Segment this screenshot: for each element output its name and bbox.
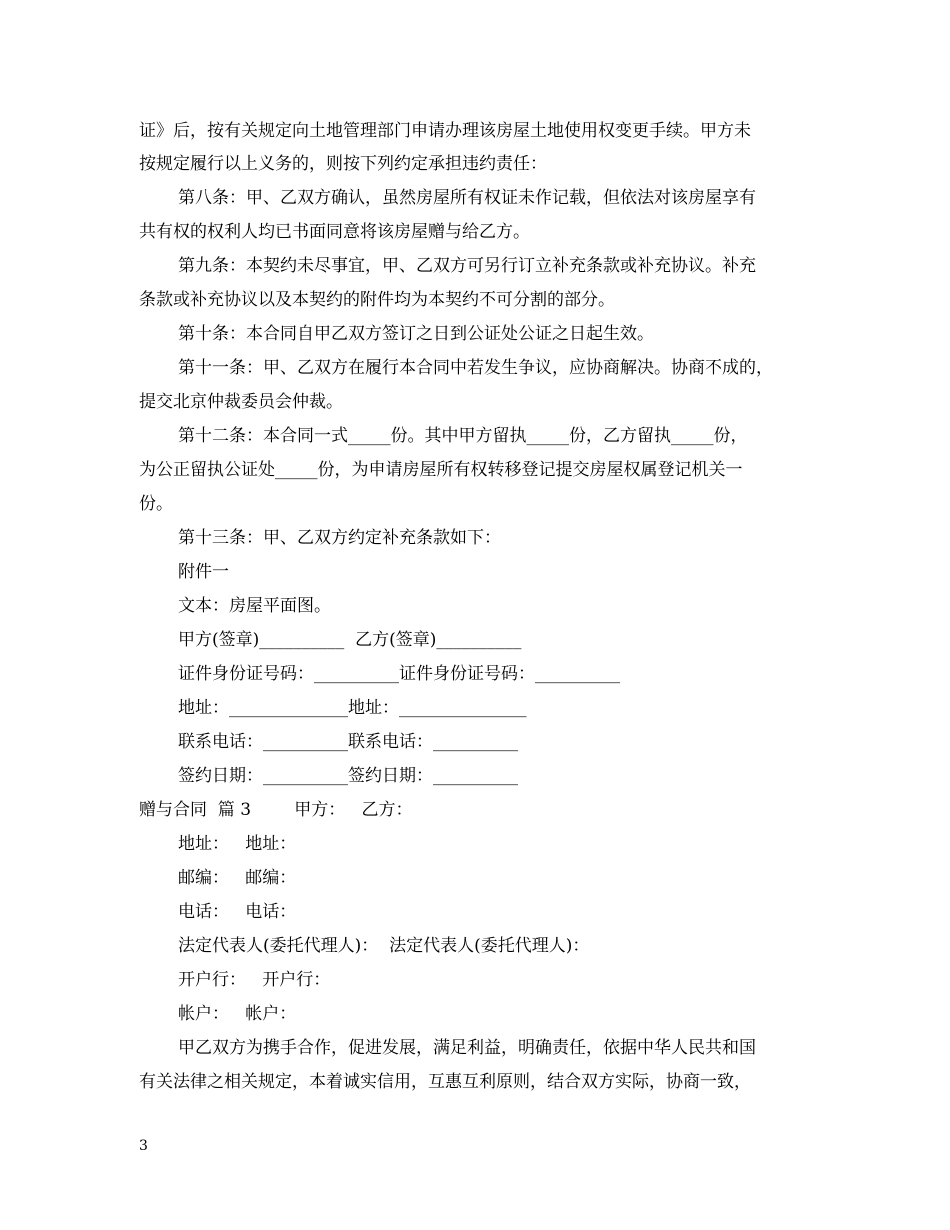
- text-line: 地址：______________地址：_______________: [178, 698, 527, 718]
- text-line: 证件身份证号码：__________证件身份证号码：__________: [178, 664, 620, 684]
- text-line: 条款或补充协议以及本契约的附件均为本契约不可分割的部分。: [139, 290, 615, 310]
- text-line: 第十二条：本合同一式_____份。其中甲方留执_____份，乙方留执_____份，: [178, 426, 748, 446]
- text-line: 第十条：本合同自甲乙双方签订之日到公证处公证之日起生效。: [178, 324, 654, 344]
- text-line: 联系电话：__________联系电话：__________: [178, 732, 518, 752]
- text-line: 邮编： 邮编：: [178, 868, 297, 888]
- text-line: 为公正留执公证处_____份，为申请房屋所有权转移登记提交房屋权属登记机关一: [139, 460, 743, 480]
- text-line: 提交北京仲裁委员会仲裁。: [139, 392, 343, 412]
- text-line: 按规定履行以上义务的，则按下列约定承担违约责任：: [139, 154, 547, 174]
- text-line: 第十一条：甲、乙双方在履行本合同中若发生争议，应协商解决。协商不成的，: [178, 358, 773, 378]
- text-line: 第九条：本契约未尽事宜，甲、乙双方可另行订立补充条款或补充协议。补充: [178, 256, 756, 276]
- text-line: 共有权的权利人均已书面同意将该房屋赠与给乙方。: [139, 222, 530, 242]
- text-line: 有关法律之相关规定，本着诚实信用，互惠互利原则，结合双方实际，协商一致，: [139, 1072, 751, 1092]
- section-heading: 赠与合同 篇 3 甲方： 乙方：: [139, 800, 413, 820]
- text-line: 文本：房屋平面图。: [178, 596, 331, 616]
- text-line: 第八条：甲、乙双方确认，虽然房屋所有权证未作记载，但依法对该房屋享有: [178, 188, 756, 208]
- text-line: 法定代表人(委托代理人)： 法定代表人(委托代理人)：: [178, 936, 590, 956]
- text-line: 电话： 电话：: [178, 902, 297, 922]
- text-line: 份。: [139, 494, 173, 514]
- text-line: 甲方(签章)__________ 乙方(签章)__________: [178, 630, 522, 650]
- text-line: 地址： 地址：: [178, 834, 297, 854]
- text-line: 签约日期：__________签约日期：__________: [178, 766, 518, 786]
- text-line: 附件一: [178, 562, 229, 582]
- text-line: 证》后，按有关规定向土地管理部门申请办理该房屋土地使用权变更手续。甲方未: [139, 121, 751, 141]
- text-line: 开户行： 开户行：: [178, 970, 331, 990]
- page-number: 3: [139, 1138, 148, 1154]
- text-line: 甲乙双方为携手合作，促进发展，满足利益，明确责任，依据中华人民共和国: [178, 1038, 756, 1058]
- text-line: 帐户： 帐户：: [178, 1004, 297, 1024]
- text-line: 第十三条：甲、乙双方约定补充条款如下：: [178, 528, 501, 548]
